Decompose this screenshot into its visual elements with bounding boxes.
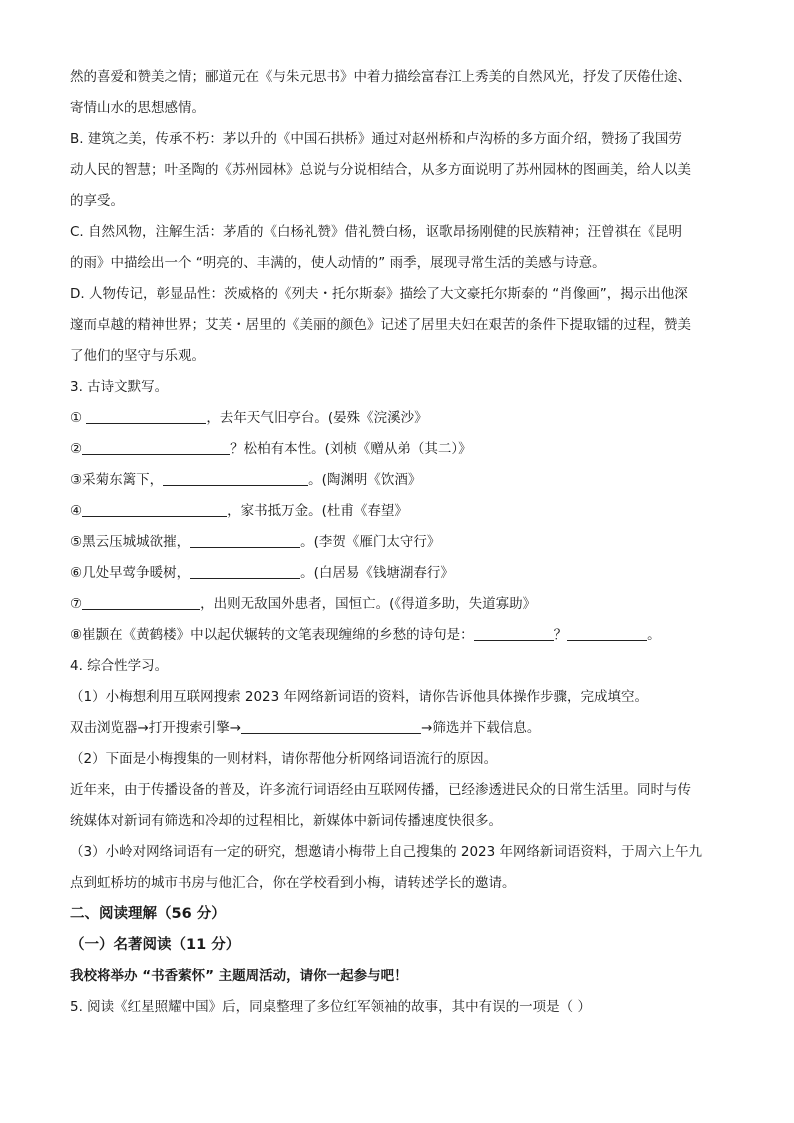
poem-item-7: ⑦ ，出则无敌国外患者，国恒亡。(《得道多助，失道寡助》 [70, 589, 730, 620]
exam-page [70, 62, 730, 1023]
answer-blank[interactable] [567, 624, 647, 641]
poem-item-3: ③采菊东篱下， 。(陶渊明《饮酒》 [70, 465, 730, 496]
text-line: 邃而卓越的精神世界；艾芙・居里的《美丽的颜色》记述了居里夫妇在艰苦的条件下提取镭的过程，赞美 [70, 317, 691, 333]
option-b: B. 建筑之美，传承不朽：茅以升的《中国石拱桥》通过对赵州桥和卢沟桥的多方面介绍，赞扬了我国劳 [70, 131, 682, 147]
text-line: 寄情山水的思想感情。 [70, 100, 205, 116]
text-line: 了他们的坚守与乐观。 [70, 348, 205, 364]
question-5: 5. 阅读《红星照耀中国》后，同桌整理了多位红军领袖的故事，其中有误的一项是（ ） [70, 999, 591, 1015]
activity-intro: 我校将举办 “书香萦怀” 主题周活动，请你一起参与吧！ [70, 968, 408, 984]
answer-blank[interactable] [190, 562, 300, 579]
poem-item-2: ② ？松柏有本性。(刘桢《赠从弟（其二）》 [70, 434, 730, 465]
text-line: 然的喜爱和赞美之情；郦道元在《与朱元思书》中着力描绘富春江上秀美的自然风光，抒发了厌倦仕途、 [70, 69, 691, 85]
question-4-1: （1）小梅想利用互联网搜索 2023 年网络新词语的资料，请你告诉他具体操作步骤，完成填空。 [70, 689, 649, 705]
material-text: 近年来，由于传播设备的普及，许多流行词语经由互联网传播，已经渗透进民众的日常生活里。同时与传 [70, 782, 691, 798]
question-4-3: 点到虹桥坊的城市书房与他汇合，你在学校看到小梅，请转述学长的邀请。 [70, 875, 516, 891]
search-steps: 双击浏览器→打开搜索引擎→ →筛选并下载信息。 [70, 713, 730, 744]
answer-blank[interactable] [163, 469, 308, 486]
answer-blank[interactable] [82, 500, 227, 517]
subsection-heading: （一）名著阅读（11 分） [70, 937, 241, 953]
question-4-2: （2）下面是小梅搜集的一则材料，请你帮他分析网络词语流行的原因。 [70, 751, 498, 767]
poem-item-5: ⑤黑云压城城欲摧， 。(李贺《雁门太守行》 [70, 527, 730, 558]
question-3-title: 3. 古诗文默写。 [70, 379, 169, 395]
option-d: D. 人物传记，彰显品性：茨威格的《列夫・托尔斯泰》描绘了大文豪托尔斯泰的 “肖像画”，揭示出他深 [70, 286, 688, 302]
answer-blank[interactable] [190, 531, 300, 548]
answer-blank[interactable] [82, 438, 230, 455]
poem-item-6: ⑥几处早莺争暖树， 。(白居易《钱塘湖春行》 [70, 558, 730, 589]
poem-item-8: ⑧崔颢在《黄鹤楼》中以起伏辗转的文笔表现缠绵的乡愁的诗句是： ？ 。 [70, 620, 730, 651]
poem-item-1: ① ，去年天气旧亭台。(晏殊《浣溪沙》 [70, 403, 730, 434]
answer-blank[interactable] [82, 593, 200, 610]
option-c: C. 自然风物，注解生活：茅盾的《白杨礼赞》借礼赞白杨，讴歌昂扬刚健的民族精神；汪曾祺在《昆明 [70, 224, 683, 240]
answer-blank[interactable] [86, 407, 206, 424]
answer-blank[interactable] [474, 624, 554, 641]
section-heading: 二、阅读理解（56 分） [70, 906, 226, 922]
text-line: 的雨》中描绘出一个 “明亮的、丰满的，使人动情的” 雨季，展现寻常生活的美感与诗意。 [70, 255, 606, 271]
question-4-title: 4. 综合性学习。 [70, 658, 169, 674]
question-4-3: （3）小岭对网络词语有一定的研究，想邀请小梅带上自己搜集的 2023 年网络新词语资料，于周六上午九 [70, 844, 703, 860]
material-text: 统媒体对新词有筛选和冷却的过程相比，新媒体中新词传播速度快很多。 [70, 813, 502, 829]
answer-blank[interactable] [241, 717, 421, 734]
poem-item-4: ④ ，家书抵万金。(杜甫《春望》 [70, 496, 730, 527]
text-line: 动人民的智慧；叶圣陶的《苏州园林》总说与分说相结合，从多方面说明了苏州园林的图画美，给人以美 [70, 162, 691, 178]
text-line: 的享受。 [70, 193, 124, 209]
